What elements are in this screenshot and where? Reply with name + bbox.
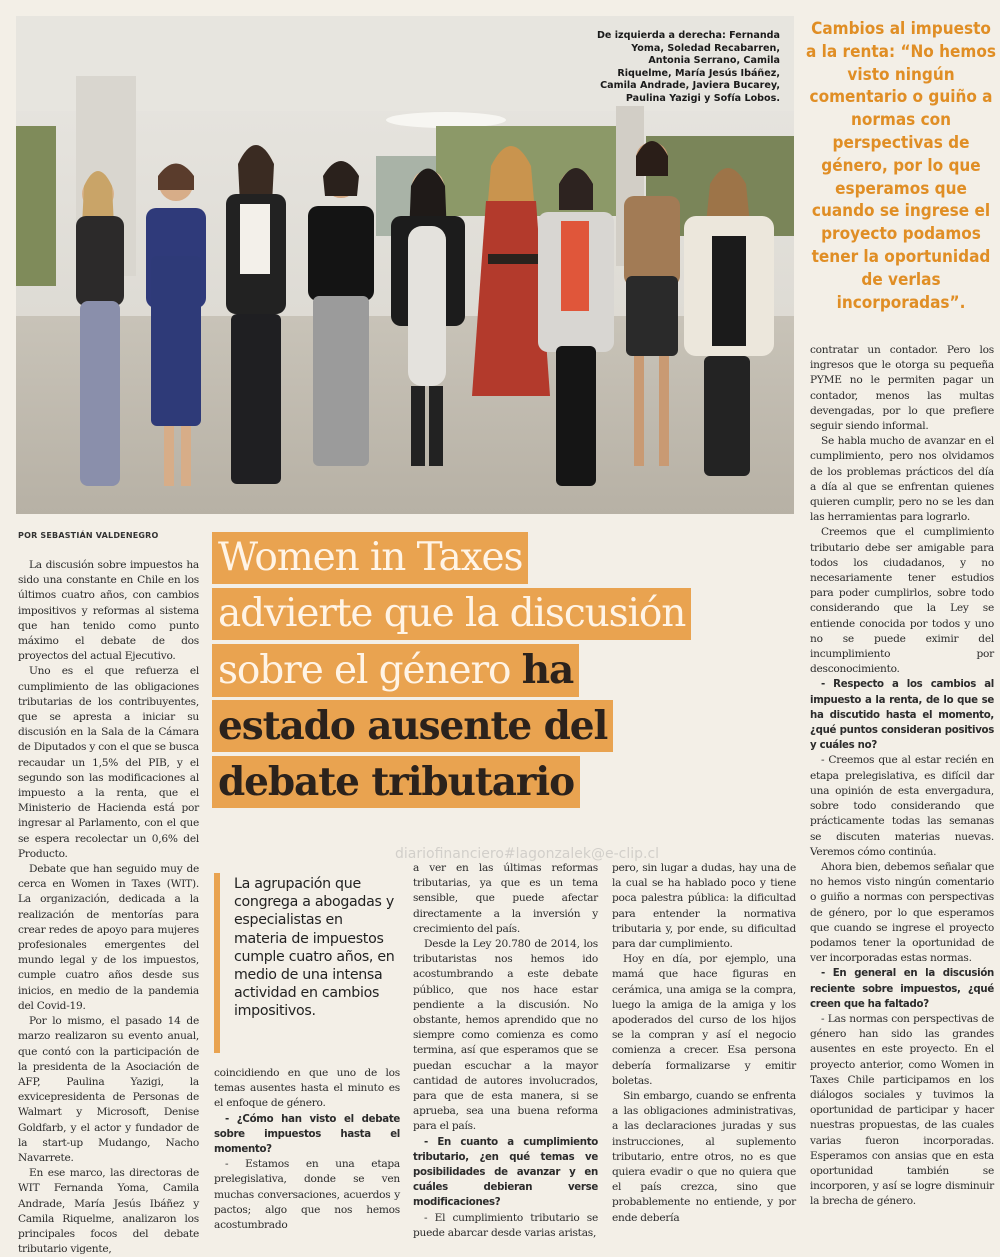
paragraph: Por lo mismo, el pasado 14 de marzo realizaron su evento anual, que contó con la participación de la presidenta de la Asociación de AFP, Paulina Yazigi, la exvicepresidenta de Personas de Walmart y Microsoft, Denise Goldfarb, y el actor y fundador de la start-up Mudango, Nacho Navarrete. [18, 1015, 199, 1164]
headline-line-5: debate tributario [212, 756, 580, 808]
headline-line-2: advierte que la discusión [212, 588, 691, 640]
paragraph: Debate que han seguido muy de cerca en Women in Taxes (WIT). La organización, dedicada a la realización de mentorías para crear redes de apoyo para mujeres profesionales emergentes del mundo legal y de los impuestos, cumple cuatro años desde sus inicios, en medio de la pandemia del Covid-19. [18, 863, 199, 1012]
paragraph: pero, sin lugar a dudas, hay una de la cual se ha hablado poco y tiene poca palestra pública: la dificultad para entender la normativa tributaria y, por ende, su dificultad para dar cumplimiento. [612, 862, 796, 951]
paragraph: Creemos que el cumplimiento tributario debe ser amigable para todos los ciudadanos, y no necesariamente tener estudios para poder cumplirlos, sobre todo considerando que la Ley se entiende conocida por todos y uno no se puede eximir del incumplimiento por desconocimiento. [810, 526, 994, 676]
body-column-3 [413, 861, 598, 1241]
pull-quote [214, 873, 400, 1053]
interview-question: - ¿Cómo han visto el debate sobre impuestos hasta el momento? [214, 1113, 400, 1156]
paragraph: Hoy en día, por ejemplo, una mamá que hace figuras en cerámica, una amiga se la compra, luego la amiga de la amiga y los apoderados del curso de los hijos se la compran y así el negocio comienza a crecer. Esa persona debería formalizarse y emitir boletas. [612, 953, 796, 1087]
interview-question: - Respecto a los cambios al impuesto a la renta, de lo que se ha discutido hasta el momento, ¿qué puntos consideran positivos y cuáles no? [810, 679, 994, 752]
headline-line-3-dark: ha [522, 644, 573, 696]
body-column-4 [612, 861, 796, 1226]
headline-line-3-light: sobre el género [218, 645, 510, 697]
pull-quote-text: La agrupación que congrega a abogadas y especialistas en materia de impuestos cumple cuatro años, en medio de una intensa actividad en cambios impositivos. [234, 876, 395, 1020]
paragraph: - Las normas con perspectivas de género han sido las grandes ausentes en este proyecto. En el proyecto anterior, como Women in Taxes Chile participamos en los diálogos sociales y tuvimos la oportunidad de participar y hacer nuestras propuestas, de las cuales varias fueron incorporadas. Esperamos con ansias que en esta oportunidad también se incorporen, y así se logre disminuir la brecha de género. [810, 1012, 994, 1208]
headline-line-1: Women in Taxes [212, 532, 528, 584]
paragraph: Ahora bien, debemos señalar que no hemos visto ningún comentario o guiño a normas con perspectivas de género, por lo que esperamos que cuando se ingrese el proyecto podamos tener la oportunidad de ver incorporadas estas normas. [810, 860, 994, 965]
paragraph: contratar un contador. Pero los ingresos que le otorga su pequeña PYME no le permiten pagar un contador, menos las multas devengadas, por lo que prefiere seguir siendo informal. [810, 344, 994, 433]
headline [212, 532, 792, 812]
paragraph: a ver en las últimas reformas tributarias, ya que es un tema sensible, que puede afectar directamente a la inversión y crecimiento del país. [413, 862, 598, 935]
paragraph: - El cumplimiento tributario se puede abarcar desde varias aristas, [413, 1211, 598, 1239]
paragraph: Uno es el que refuerza el cumplimiento de las obligaciones tributarias de los contribuyentes, que se apresta a iniciar su discusión en la Sala de la Cámara de Diputados y con el que se busca recaudar un 1,5% del PIB, y el segundo son las modificaciones al impuesto a la renta, que el Ministerio de Hacienda está por ingresar al Parlamento, con el que se espera recolectar un 0,6% del Producto. [18, 665, 199, 860]
headline-line-4: estado ausente del [212, 700, 613, 752]
side-quote: Cambios al impuesto a la renta: “No hemos visto ningún comentario o guiño a normas con perspectivas de género, por lo que esperamos que cuando se ingrese el proyecto podamos tener la oportunidad de verlas incorporadas”. [806, 19, 996, 313]
interview-question: - En cuanto a cumplimiento tributario, ¿en qué temas ve posibilidades de avanzar y en cuáles debieran verse modificaciones? [413, 1136, 598, 1209]
interview-question: - En general en la discusión reciente sobre impuestos, ¿qué creen que ha faltado? [810, 968, 994, 1010]
group-photo [16, 16, 794, 514]
headline-line-3 [212, 644, 579, 697]
watermark: diariofinanciero#lagonzalek@e-clip.cl [395, 846, 660, 862]
paragraph: Se habla mucho de avanzar en el cumplimiento, pero nos olvidamos de los problemas prácticos del día a día al que se enfrentan quienes quieren cumplir, pero no se les dan las herramientas para lograrlo. [810, 435, 994, 524]
body-column-1 [18, 558, 199, 1257]
paragraph: Desde la Ley 20.780 de 2014, los tributaristas nos hemos ido acostumbrando a este debate público, que nos hace estar pendiente a la discusión. No obstante, hemos aprendido que no siempre como comienza es como termina, así que esperamos que se puedan escuchar a la mayor cantidad de autores involucrados, para que de esta manera, si se aprueba, sea una buena reforma para el país. [413, 938, 598, 1133]
paragraph: La discusión sobre impuestos ha sido una constante en Chile en los últimos cuatro años, con cambios impositivos y reformas al sistema que han tenido como punto máximo el debate de dos proyectos del actual Ejecutivo. [18, 559, 199, 663]
paragraph: Sin embargo, cuando se enfrenta a las obligaciones administrativas, a las declaraciones juradas y sus instrucciones, al suplemento tributario, entre otros, no es que quiera evadir o que no quiera que el país crezca, sino que probablemente no entiende, y por ende debería [612, 1090, 796, 1224]
photo-caption: De izquierda a derecha: Fernanda Yoma, Soledad Recabarren, Antonia Serrano, Camila Riquelme, María Jesús Ibáñez, Camila Andrade, Javiera Bucarey, Paulina Yazigi y Sofía Lobos. [596, 30, 780, 104]
paragraph: - Creemos que al estar recién en etapa prelegislativa, es difícil dar una opinión de esta envergadura, sobre todo considerando que prácticamente todas las semanas se discuten materias nuevas. Veremos cómo continúa. [810, 754, 994, 858]
body-column-2 [214, 1066, 400, 1233]
body-column-5 [810, 343, 994, 1210]
byline: POR SEBASTIÁN VALDENEGRO [18, 531, 159, 540]
paragraph: coincidiendo en que uno de los temas ausentes hasta el minuto es el enfoque de género. [214, 1067, 400, 1110]
paragraph: En ese marco, las directoras de WIT Fernanda Yoma, Camila Andrade, María Jesús Ibáñez y Camila Riquelme, analizaron los principales focos del debate tributario vigente, [18, 1167, 199, 1256]
paragraph: - Estamos en una etapa prelegislativa, donde se ven muchas conversaciones, acuerdos y pactos; algo que nos hemos acostumbrado [214, 1158, 400, 1232]
